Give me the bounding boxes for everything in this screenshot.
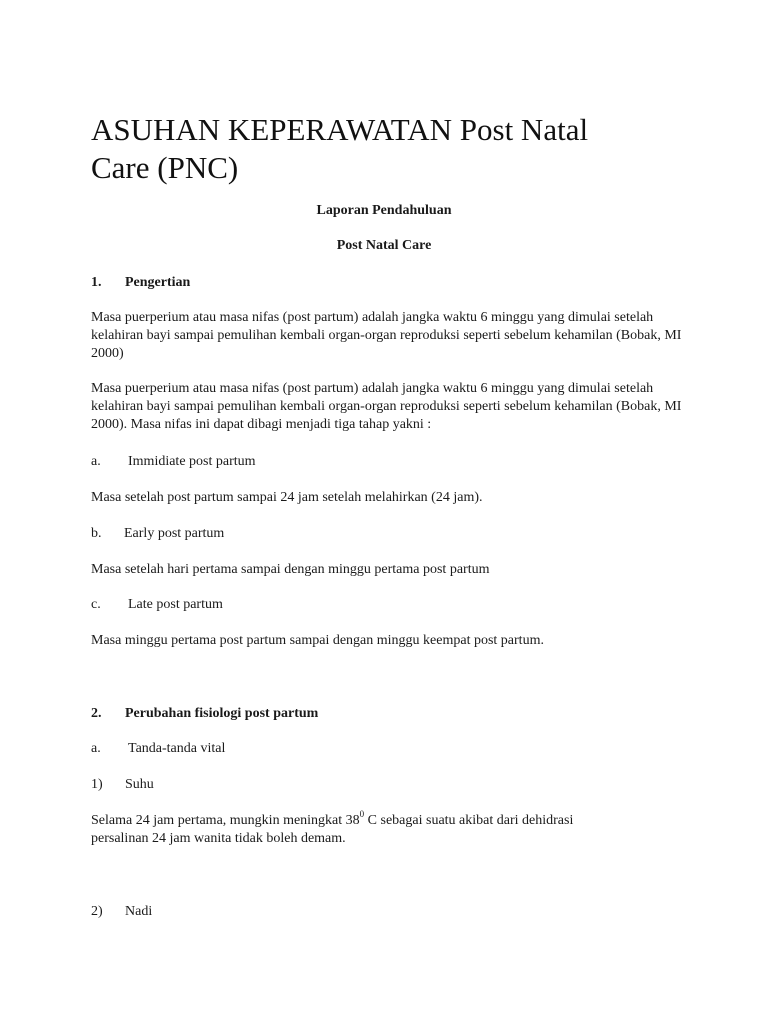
list-label: Nadi — [125, 904, 153, 919]
section-2-heading — [91, 705, 691, 723]
document-title: ASUHAN KEPERAWATAN Post Natal Care (PNC) — [91, 112, 589, 185]
paragraph-definition-1: Masa puerperium atau masa nifas (post partum) adalah jangka waktu 6 minggu yang dimulai setelah kelahiran bayi sampai pemulihan kembali organ-organ reproduksi seperti sebelum kehamilan (Bobak, MI 2000) — [91, 310, 682, 361]
numbered-item-2 — [91, 903, 691, 921]
list-item-a — [91, 453, 691, 471]
suhu-text: Selama 24 jam pertama, mungkin meningkat 38 — [91, 813, 360, 828]
degree-superscript: 0 — [359, 809, 365, 820]
list-marker: 2) — [91, 904, 103, 919]
list-item-b — [91, 525, 691, 543]
list-label: Immidiate post partum — [128, 454, 256, 469]
list-label: Tanda-tanda vital — [128, 741, 226, 756]
suhu-text-line2: persalinan 24 jam wanita tidak boleh demam. — [91, 831, 346, 846]
subtitle-laporan: Laporan Pendahuluan — [316, 203, 452, 218]
list-item-c-desc: Masa minggu pertama post partum sampai dengan minggu keempat post partum. — [91, 633, 544, 648]
list-marker: 1) — [91, 777, 103, 792]
subtitle-post-natal-care: Post Natal Care — [336, 238, 432, 253]
section-heading-text: Perubahan fisiologi post partum — [125, 706, 319, 721]
section-1-heading — [91, 274, 691, 292]
list-item-a-desc: Masa setelah post partum sampai 24 jam setelah melahirkan (24 jam). — [91, 490, 483, 505]
list-label: Early post partum — [124, 526, 225, 541]
list-item-b-desc: Masa setelah hari pertama sampai dengan minggu pertama post partum — [91, 562, 490, 577]
list-label: Late post partum — [128, 597, 223, 612]
paragraph-suhu — [91, 809, 691, 848]
paragraph-definition-2: Masa puerperium atau masa nifas (post partum) adalah jangka waktu 6 minggu yang dimulai setelah kelahiran bayi sampai pemulihan kembali organ-organ reproduksi seperti sebelum kehamilan (Bobak, MI 2000). Masa nifas ini dapat dibagi menjadi tiga tahap yakni : — [91, 381, 682, 432]
section-number: 2. — [91, 706, 102, 721]
section-number: 1. — [91, 275, 102, 290]
subsection-a — [91, 740, 691, 758]
numbered-item-1 — [91, 776, 691, 794]
list-marker: a. — [91, 741, 101, 756]
list-item-c — [91, 596, 691, 614]
list-marker: b. — [91, 526, 102, 541]
suhu-text-after: C sebagai suatu akibat dari dehidrasi — [364, 813, 574, 828]
section-heading-text: Pengertian — [125, 275, 191, 290]
list-marker: c. — [91, 597, 101, 612]
list-label: Suhu — [125, 777, 154, 792]
list-marker: a. — [91, 454, 101, 469]
